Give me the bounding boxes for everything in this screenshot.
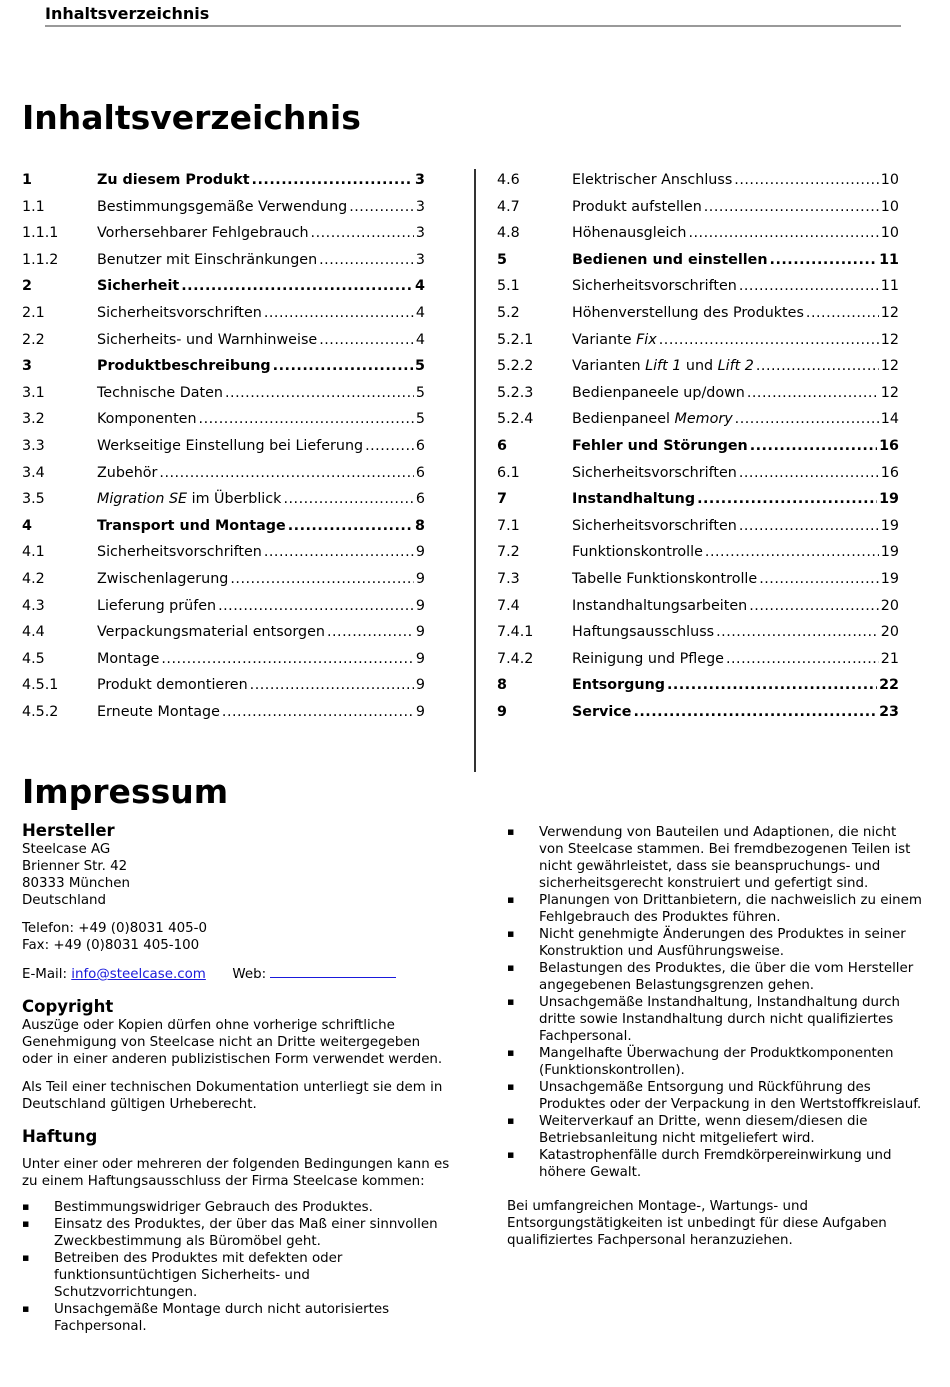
toc-entry[interactable] (22, 677, 425, 704)
toc-dot-leader (716, 624, 879, 640)
toc-entry-title: Bedienen und einstellen (572, 251, 768, 268)
telefon: Telefon: +49 (0)8031 405-0 (22, 921, 207, 936)
toc-entry[interactable] (497, 598, 899, 625)
toc-entry-number: 4.5.2 (22, 703, 59, 720)
toc-dot-leader (159, 465, 413, 481)
toc-entry-title: Sicherheitsvorschriften (97, 304, 262, 321)
toc-dot-leader (667, 677, 877, 693)
toc-entry-title-part: Lift 2 (717, 358, 754, 375)
toc-entry-number: 1.1.2 (22, 251, 59, 268)
toc-entry-number: 5.2.4 (497, 411, 534, 428)
toc-entry-page: 5 (415, 358, 425, 375)
toc-entry[interactable] (497, 677, 899, 704)
haftung-bullet-item: ▪ Einsatz des Produktes, der über das Maß einer sinnvollen Zweckbestimmung als Büromöbel geht. (22, 1216, 452, 1250)
toc-title: Inhaltsverzeichnis (22, 98, 361, 137)
toc-entry-number: 7.4.2 (497, 650, 534, 667)
toc-entry-page: 6 (415, 491, 425, 508)
toc-entry-title: Bestimmungsgemäße Verwendung (97, 198, 348, 215)
toc-entry-title: Verpackungsmaterial entsorgen (97, 624, 325, 641)
toc-entry[interactable] (22, 704, 425, 731)
toc-entry[interactable] (497, 278, 899, 305)
toc-entry-page: 11 (879, 251, 899, 268)
toc-dot-leader (735, 411, 879, 427)
toc-entry-title (572, 411, 733, 427)
toc-entry-page: 10 (880, 225, 899, 242)
toc-entry-page: 4 (415, 331, 425, 348)
web-link-blank[interactable] (270, 965, 396, 978)
toc-entry[interactable] (497, 172, 899, 199)
toc-entry-number: 4.5.1 (22, 677, 59, 694)
hersteller-heading: Hersteller (22, 821, 115, 840)
toc-entry[interactable] (22, 278, 425, 305)
toc-entry-number: 2 (22, 278, 32, 295)
toc-entry-number: 4.4 (22, 624, 45, 641)
toc-entry[interactable] (22, 491, 425, 518)
toc-dot-leader (264, 305, 414, 321)
toc-entry-number: 5.2.2 (497, 358, 534, 375)
toc-entry[interactable] (497, 438, 899, 465)
toc-entry-number: 4 (22, 517, 32, 534)
toc-entry-page: 9 (415, 703, 425, 720)
toc-entry-page: 19 (880, 517, 899, 534)
haftung-bullet-item: ▪ Planungen von Drittanbietern, die nachweislich zu einem Fehlgebrauch des Produktes führen. (507, 892, 925, 926)
toc-entry[interactable] (22, 172, 425, 199)
toc-entry-title: Produktbeschreibung (97, 358, 271, 375)
toc-entry-title-part: Fix (636, 331, 657, 348)
toc-entry-number: 6 (497, 437, 507, 454)
toc-entry-title: Höhenverstellung des Produktes (572, 304, 804, 321)
toc-entry-number: 5 (497, 251, 507, 268)
toc-dot-leader (327, 624, 414, 640)
toc-entry-title: Transport und Montage (97, 517, 286, 534)
toc-entry[interactable] (22, 305, 425, 332)
toc-entry-number: 3.1 (22, 384, 45, 401)
toc-entry-page: 19 (880, 544, 899, 561)
toc-dot-leader (222, 704, 414, 720)
haftung-closing: Bei umfangreichen Montage-, Wartungs- und Entsorgungstätigkeiten ist unbedingt für diese Aufgaben qualifiziertes Fachpersonal heranzuziehen. (507, 1199, 887, 1248)
toc-dot-leader (659, 332, 879, 348)
toc-entry[interactable] (497, 411, 899, 438)
toc-entry[interactable] (497, 225, 899, 252)
toc-entry-title: Zwischenlagerung (97, 570, 229, 587)
toc-entry[interactable] (497, 491, 899, 518)
toc-entry-page: 5 (415, 411, 425, 428)
toc-dot-leader (633, 704, 877, 720)
toc-entry-number: 2.1 (22, 304, 45, 321)
toc-entry[interactable] (497, 544, 899, 571)
toc-entry-title: Entsorgung (572, 677, 665, 694)
copyright-paragraph-2: Als Teil einer technischen Dokumentation unterliegt sie dem in Deutschland gültigen Urheberecht. (22, 1080, 443, 1112)
toc-entry[interactable] (22, 465, 425, 492)
address-line: Steelcase AG (22, 842, 111, 857)
toc-entry-number: 7.3 (497, 570, 520, 587)
impressum-title: Impressum (22, 772, 229, 811)
toc-entry-page: 10 (880, 198, 899, 215)
toc-entry-page: 4 (415, 304, 425, 321)
toc-entry-title (572, 332, 657, 348)
toc-entry-number: 5.2.1 (497, 331, 534, 348)
copyright-paragraph-1: Auszüge oder Kopien dürfen ohne vorherige schriftliche Genehmigung von Steelcase nicht an Dritte weitergegeben oder in einer anderen publizistischen Form verwendet werden. (22, 1018, 443, 1067)
toc-entry-number: 7.4 (497, 597, 520, 614)
toc-entry-number: 7.1 (497, 517, 520, 534)
toc-dot-leader (770, 252, 878, 268)
toc-entry-page: 6 (415, 437, 425, 454)
toc-entry-title: Elektrischer Anschluss (572, 172, 733, 188)
toc-dot-leader (273, 358, 413, 374)
toc-dot-leader (705, 544, 879, 560)
toc-dot-leader (697, 491, 877, 507)
toc-dot-leader (747, 385, 879, 401)
toc-dot-leader (218, 598, 414, 614)
toc-entry-title: Produkt demontieren (97, 677, 248, 694)
toc-entry-title: Lieferung prüfen (97, 597, 217, 614)
toc-dot-leader (319, 332, 414, 348)
haftung-bullet-item: ▪ Unsachgemäße Instandhaltung, Instandhaltung durch dritte sowie Instandhaltung durch nicht qualifiziertes Fachpersonal. (507, 994, 925, 1045)
toc-entry-title: Vorhersehbarer Fehlgebrauch (97, 225, 309, 242)
toc-entry-page: 19 (880, 570, 899, 587)
toc-entry-number: 5.1 (497, 278, 520, 295)
toc-entry-page: 12 (880, 304, 899, 321)
toc-dot-leader (199, 411, 414, 427)
toc-entry-title: Montage (97, 650, 160, 667)
toc-entry[interactable] (497, 332, 899, 359)
toc-dot-leader (704, 199, 879, 215)
toc-entry-number: 1.1.1 (22, 225, 59, 242)
toc-entry[interactable] (22, 544, 425, 571)
toc-entry-title (572, 358, 754, 374)
toc-entry-page: 5 (415, 384, 425, 401)
haftung-bullet-item: ▪ Katastrophenfälle durch Fremdkörpereinwirkung und höhere Gewalt. (507, 1147, 925, 1181)
toc-dot-leader (806, 305, 879, 321)
toc-dot-leader (161, 651, 414, 667)
address-line: Deutschland (22, 893, 107, 908)
toc-dot-leader (181, 278, 413, 294)
toc-dot-leader (365, 438, 414, 454)
toc-entry-title: Sicherheitsvorschriften (572, 464, 737, 481)
toc-entry[interactable] (22, 199, 425, 226)
toc-entry-title-part: Migration SE (97, 491, 188, 508)
toc-dot-leader (250, 677, 414, 693)
toc-entry-number: 4.8 (497, 225, 520, 242)
fax: Fax: +49 (0)8031 405-100 (22, 938, 200, 953)
toc-entry[interactable] (497, 624, 899, 651)
toc-entry-page: 9 (415, 544, 425, 561)
toc-entry-number: 4.5 (22, 650, 45, 667)
web-label: Web: (232, 967, 271, 982)
toc-entry-number: 7.2 (497, 544, 520, 561)
toc-entry-title-part: Memory (674, 411, 733, 428)
toc-entry[interactable] (22, 358, 425, 385)
toc-entry-title: Zubehör (97, 464, 158, 481)
haftung-bullet-item: ▪ Unsachgemäße Montage durch nicht autorisiertes Fachpersonal. (22, 1301, 452, 1335)
toc-entry-number: 8 (497, 677, 507, 694)
toc-dot-leader (688, 225, 878, 241)
toc-entry-title: Erneute Montage (97, 703, 220, 720)
toc-entry-page: 20 (880, 624, 899, 641)
impressum-left-column (22, 821, 452, 1335)
toc-entry-number: 4.6 (497, 172, 520, 188)
hersteller-address (22, 841, 452, 909)
toc-entry-title: Technische Daten (97, 384, 223, 401)
toc-left-column (22, 172, 425, 730)
toc-entry-title: Sicherheitsvorschriften (97, 544, 262, 561)
toc-entry-page: 11 (880, 278, 899, 295)
toc-entry[interactable] (497, 571, 899, 598)
toc-entry[interactable] (497, 651, 899, 678)
toc-entry-title: Funktionskontrolle (572, 544, 703, 561)
toc-entry-page: 3 (415, 198, 425, 215)
toc-entry-title-part: Bedienpaneel (572, 411, 675, 428)
toc-entry-page: 9 (415, 677, 425, 694)
toc-dot-leader (759, 571, 879, 587)
toc-entry-title: Instandhaltungsarbeiten (572, 597, 748, 614)
toc-dot-leader (311, 225, 414, 241)
toc-dot-leader (230, 571, 414, 587)
toc-entry-page: 10 (880, 172, 899, 188)
toc-entry-page: 12 (880, 384, 899, 401)
toc-entry[interactable] (22, 624, 425, 651)
toc-dot-leader (739, 518, 879, 534)
toc-entry-page: 21 (880, 650, 899, 667)
toc-entry-page: 16 (880, 464, 899, 481)
haftung-bullet-item: ▪ Mangelhafte Überwachung der Produktkomponenten (Funktionskontrollen). (507, 1045, 925, 1079)
toc-entry-title: Sicherheit (97, 278, 180, 295)
toc-entry-page: 20 (880, 597, 899, 614)
toc-entry-title: Sicherheitsvorschriften (572, 278, 737, 295)
haftung-list-right (507, 824, 925, 1181)
toc-entry-title: Tabelle Funktionskontrolle (572, 570, 758, 587)
toc-entry-number: 1 (22, 172, 32, 188)
toc-dot-leader (252, 172, 414, 188)
toc-entry[interactable] (22, 438, 425, 465)
toc-entry-title: Reinigung und Pflege (572, 650, 724, 667)
toc-entry-page: 3 (415, 225, 425, 242)
toc-dot-leader (739, 465, 879, 481)
toc-dot-leader (726, 651, 879, 667)
toc-entry-page: 14 (880, 411, 899, 428)
toc-entry-title (97, 491, 281, 507)
toc-entry-number: 3.3 (22, 437, 45, 454)
toc-entry[interactable] (497, 252, 899, 279)
toc-entry-title: Zu diesem Produkt (97, 172, 250, 188)
toc-entry-page: 12 (880, 358, 899, 375)
toc-entry-title: Komponenten (97, 411, 197, 428)
toc-entry-page: 9 (415, 650, 425, 667)
toc-entry[interactable] (22, 651, 425, 678)
toc-entry-page: 3 (415, 251, 425, 268)
toc-entry-page: 8 (415, 517, 425, 534)
toc-dot-leader (734, 172, 879, 188)
impressum-right-column (507, 824, 925, 1249)
toc-dot-leader (750, 438, 877, 454)
haftung-list-left (22, 1199, 452, 1335)
toc-entry-title: Benutzer mit Einschränkungen (97, 251, 318, 268)
toc-entry-title: Bedienpaneele up/down (572, 384, 745, 401)
toc-right-column (497, 172, 899, 730)
haftung-bullet-item: ▪ Bestimmungswidriger Gebrauch des Produktes. (22, 1199, 452, 1216)
toc-entry[interactable] (22, 571, 425, 598)
toc-entry-title-part: Variante (572, 331, 637, 348)
toc-dot-leader (749, 598, 879, 614)
haftung-heading: Haftung (22, 1127, 98, 1146)
toc-entry[interactable] (497, 358, 899, 385)
haftung-intro: Unter einer oder mehreren der folgenden Bedingungen kann es zu einem Haftungsausschluss der Firma Steelcase kommen: (22, 1157, 450, 1189)
toc-entry-title: Haftungsausschluss (572, 624, 715, 641)
toc-entry-title: Produkt aufstellen (572, 198, 702, 215)
toc-entry-number: 9 (497, 703, 507, 720)
haftung-bullet-item: ▪ Belastungen des Produktes, die über die vom Hersteller angegebenen Belastungsgrenzen gehen. (507, 960, 925, 994)
email-link[interactable]: info@steelcase.com (71, 967, 206, 982)
toc-entry-number: 4.2 (22, 570, 45, 587)
toc-entry[interactable] (22, 252, 425, 279)
header-rule (45, 25, 901, 27)
toc-entry-page: 22 (879, 677, 899, 694)
toc-entry-number: 2.2 (22, 331, 45, 348)
toc-dot-leader (288, 518, 413, 534)
toc-entry-page: 6 (415, 464, 425, 481)
toc-entry-page: 3 (415, 172, 425, 188)
address-line: 80333 München (22, 876, 130, 891)
toc-entry-number: 1.1 (22, 198, 45, 215)
toc-entry-title: Höhenausgleich (572, 225, 687, 242)
haftung-bullet-item: ▪ Weiterverkauf an Dritte, wenn diesem/diesen die Betriebsanleitung nicht mitgeliefert wird. (507, 1113, 925, 1147)
toc-entry-number: 5.2 (497, 304, 520, 321)
toc-entry-page: 16 (879, 437, 899, 454)
haftung-bullet-item: ▪ Nicht genehmigte Änderungen des Produktes in seiner Konstruktion und Ausführungsweise. (507, 926, 925, 960)
toc-entry-page: 12 (880, 331, 899, 348)
haftung-bullet-item: ▪ Verwendung von Bauteilen und Adaptionen, die nicht von Steelcase stammen. Bei fremdbezogenen Teilen ist nicht gewährleistet, dass sie beanspruchungs- und sicherheitsgerecht konstruiert und gefertigt sind. (507, 824, 925, 892)
toc-entry-number: 3 (22, 358, 32, 375)
toc-dot-leader (225, 385, 414, 401)
toc-dot-leader (756, 358, 879, 374)
toc-entry-page: 23 (879, 703, 899, 720)
contact-line (22, 965, 452, 983)
toc-entry[interactable] (22, 385, 425, 412)
copyright-heading: Copyright (22, 997, 114, 1016)
toc-entry[interactable] (497, 305, 899, 332)
toc-entry-title-part: Varianten (572, 358, 646, 375)
toc-entry-number: 3.5 (22, 491, 45, 508)
toc-entry[interactable] (497, 465, 899, 492)
toc-entry[interactable] (22, 332, 425, 359)
toc-entry-title-part: Lift 1 (645, 358, 682, 375)
toc-entry[interactable] (22, 225, 425, 252)
toc-entry-title-part: im Überblick (187, 491, 282, 508)
toc-entry-number: 3.2 (22, 411, 45, 428)
toc-entry-title: Werkseitige Einstellung bei Lieferung (97, 437, 364, 454)
toc-entry-title-part: und (681, 358, 718, 375)
toc-entry-title: Sicherheits- und Warnhinweise (97, 331, 318, 348)
toc-dot-leader (739, 278, 879, 294)
toc-entry[interactable] (22, 411, 425, 438)
toc-entry-number: 7.4.1 (497, 624, 534, 641)
toc-entry-number: 4.1 (22, 544, 45, 561)
toc-entry-page: 19 (879, 491, 899, 508)
address-line: Brienner Str. 42 (22, 859, 128, 874)
toc-entry-title: Instandhaltung (572, 491, 696, 508)
toc-entry-page: 9 (415, 570, 425, 587)
toc-entry[interactable] (497, 199, 899, 226)
toc-entry-page: 9 (415, 597, 425, 614)
running-header: Inhaltsverzeichnis (45, 4, 210, 23)
toc-entry-title: Sicherheitsvorschriften (572, 517, 737, 534)
toc-entry-number: 7 (497, 491, 507, 508)
toc-dot-leader (349, 199, 414, 215)
email-label: E-Mail: (22, 967, 72, 982)
toc-entry-title: Fehler und Störungen (572, 437, 748, 454)
toc-entry-number: 6.1 (497, 464, 520, 481)
haftung-bullet-item: ▪ Unsachgemäße Entsorgung und Rückführung des Produktes oder der Verpackung in den Wertstoffkreislauf. (507, 1079, 925, 1113)
toc-entry-page: 4 (415, 278, 425, 295)
column-divider (474, 169, 476, 772)
toc-dot-leader (264, 544, 414, 560)
toc-entry[interactable] (497, 704, 899, 731)
toc-entry-number: 3.4 (22, 464, 45, 481)
toc-entry-number: 4.3 (22, 597, 45, 614)
toc-entry[interactable] (22, 598, 425, 625)
toc-entry-page: 9 (415, 624, 425, 641)
toc-entry-title: Service (572, 703, 632, 720)
toc-dot-leader (319, 252, 414, 268)
toc-entry-number: 5.2.3 (497, 384, 534, 401)
toc-entry-number: 4.7 (497, 198, 520, 215)
toc-entry[interactable] (22, 518, 425, 545)
toc-dot-leader (283, 491, 413, 507)
toc-entry[interactable] (497, 385, 899, 412)
toc-entry[interactable] (497, 518, 899, 545)
haftung-bullet-item: ▪ Betreiben des Produktes mit defekten oder funktionsuntüchtigen Sicherheits- und Schutzvorrichtungen. (22, 1250, 452, 1301)
